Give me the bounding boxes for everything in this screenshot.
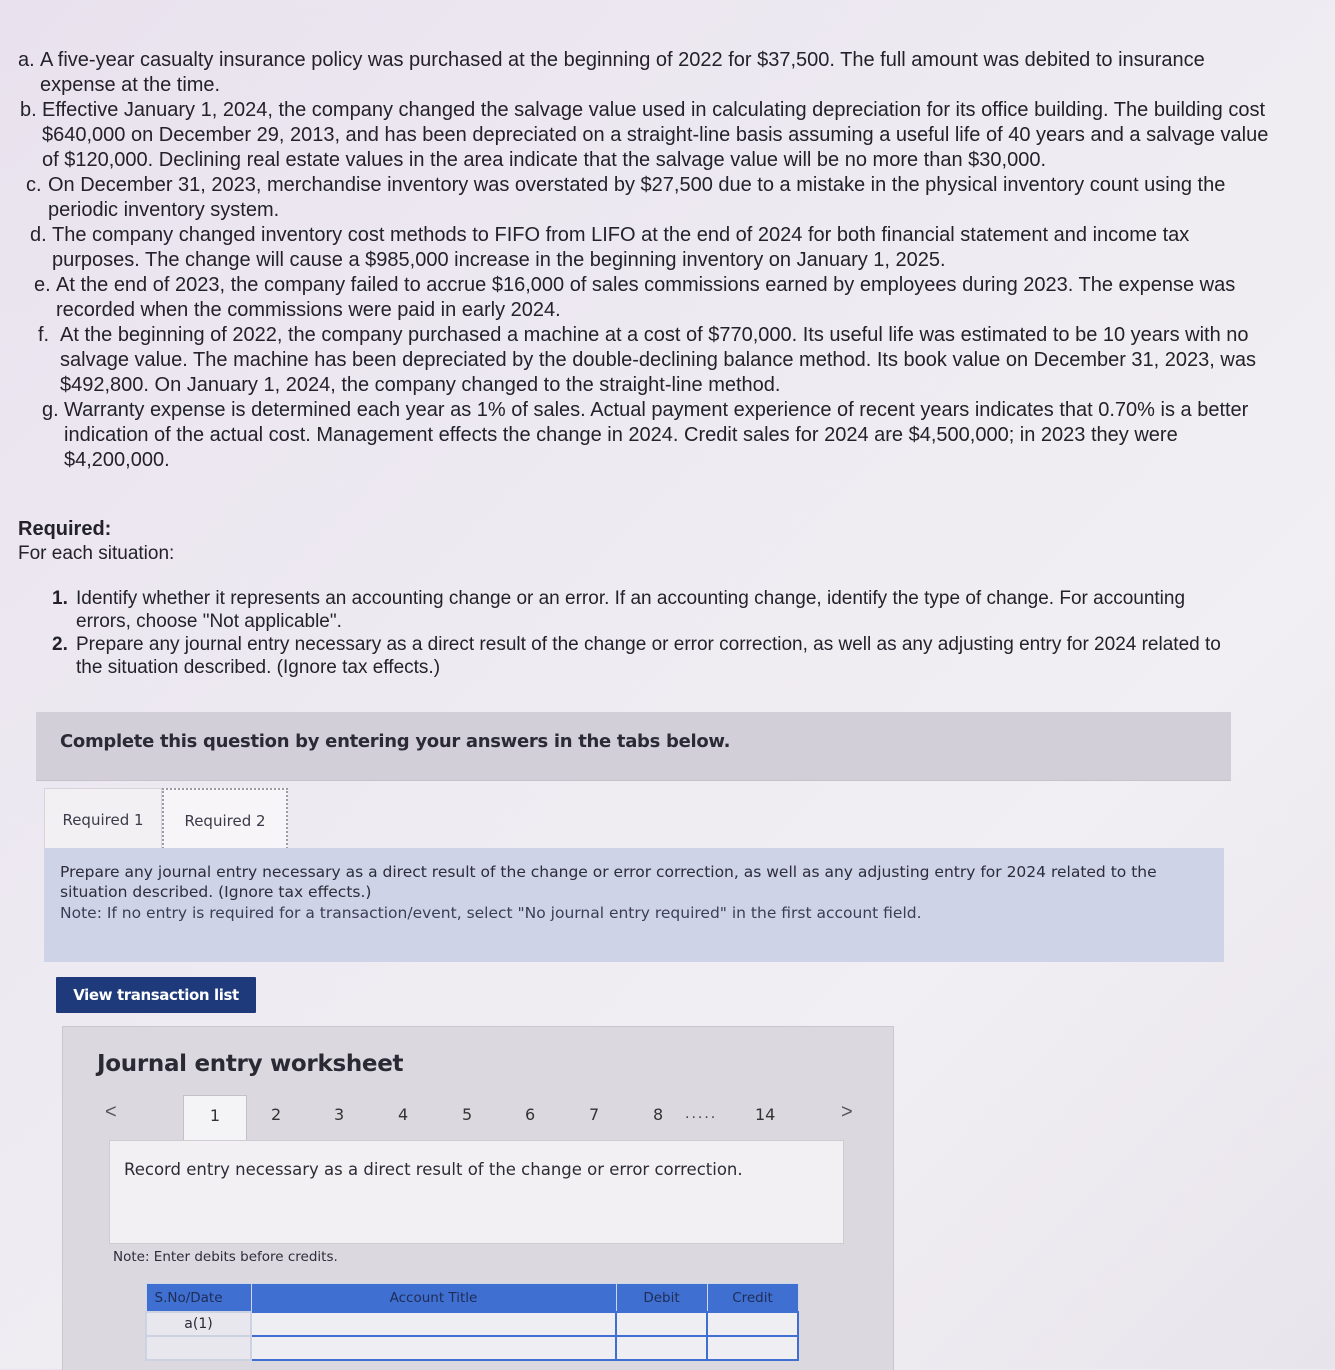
- column-header-sno: S.No/Date: [146, 1284, 251, 1313]
- situation-e: [34, 273, 1278, 323]
- instructions-text: Prepare any journal entry necessary as a direct result of the change or error correction, as well as any adjusting entry for 2024 related to the situation described. (Ignore tax effects.): [60, 863, 1157, 901]
- situation-text: At the beginning of 2022, the company purchased a machine at a cost of $770,000. Its useful life was estimated to be 10 years with no salvage value. The machine has been depreciated by the double-declining balance method. Its book value on December 31, 2023, was $492,800. On January 1, 2024, the company changed to the straight-line method.: [60, 324, 1256, 396]
- journal-table: [145, 1283, 799, 1361]
- situation-g: [42, 398, 1278, 473]
- column-header-credit: Credit: [707, 1284, 798, 1313]
- page-2-tab[interactable]: 2: [271, 1105, 282, 1124]
- credit-field[interactable]: [707, 1312, 798, 1336]
- situation-text: The company changed inventory cost methods to FIFO from LIFO at the end of 2024 for both financial statement and income tax purposes. The change will cause a $985,000 increase in the beginning inventory on January 1, 2025.: [52, 224, 1190, 271]
- table-row: [146, 1336, 798, 1360]
- required-intro: For each situation:: [18, 543, 175, 564]
- page-8-tab[interactable]: 8: [653, 1105, 664, 1124]
- column-header-debit: Debit: [616, 1284, 707, 1313]
- situation-text: On December 31, 2023, merchandise inventory was overstated by $27,500 due to a mistake in the physical inventory count using the periodic inventory system.: [48, 174, 1226, 221]
- required-heading: Required:: [18, 518, 112, 540]
- page-number: 1: [209, 1106, 221, 1125]
- debits-note: Note: Enter debits before credits.: [113, 1249, 338, 1265]
- account-title-field[interactable]: [251, 1336, 616, 1360]
- situation-a: [18, 48, 1278, 98]
- required-item-text: Prepare any journal entry necessary as a direct result of the change or error correction, as well as any adjusting entry for 2024 related to the situation described. (Ignore tax effects.): [76, 634, 1221, 678]
- credit-field[interactable]: [707, 1336, 798, 1360]
- record-instruction-box: [109, 1140, 844, 1244]
- sno-cell: [146, 1336, 251, 1360]
- tab-label: Required 2: [184, 812, 266, 830]
- page-4-tab[interactable]: 4: [398, 1105, 409, 1124]
- worksheet-pager: [101, 1095, 861, 1141]
- required-list: [52, 587, 1242, 679]
- situation-label: g.: [42, 399, 59, 421]
- page-1-tab[interactable]: [183, 1095, 247, 1142]
- journal-table-header: [146, 1284, 798, 1313]
- required-item-number: 2.: [52, 634, 68, 655]
- complete-question-bar: [36, 712, 1231, 780]
- debit-field[interactable]: [616, 1336, 707, 1360]
- required-item-1: [52, 587, 1242, 633]
- situation-f: [38, 323, 1278, 398]
- page-ellipsis: .....: [685, 1105, 718, 1122]
- chevron-left-icon[interactable]: <: [105, 1101, 117, 1123]
- required-item-2: [52, 633, 1242, 679]
- page-7-tab[interactable]: 7: [589, 1105, 600, 1124]
- situation-b: [20, 98, 1278, 173]
- situation-text: At the end of 2023, the company failed to accrue $16,000 of sales commissions earned by employees during 2023. The expense was recorded when the commissions were paid in early 2024.: [56, 274, 1236, 321]
- page-5-tab[interactable]: 5: [462, 1105, 473, 1124]
- situation-label: a.: [18, 49, 35, 71]
- situation-label: e.: [34, 274, 51, 296]
- tab-required-2[interactable]: [162, 788, 288, 852]
- situation-text: Warranty expense is determined each year as 1% of sales. Actual payment experience of recent years indicates that 0.70% is a better indication of the actual cost. Management effects the change in 2024. Credit sales for 2024 are $4,500,000; in 2023 they were $4,200,000.: [64, 399, 1249, 471]
- situation-label: f.: [38, 324, 50, 346]
- required-item-number: 1.: [52, 588, 68, 609]
- situation-d: [30, 223, 1278, 273]
- record-instruction-text: Record entry necessary as a direct result of the change or error correction.: [124, 1160, 743, 1179]
- sno-cell: a(1): [146, 1312, 251, 1336]
- tab-label: Required 1: [62, 811, 144, 829]
- complete-question-text: Complete this question by entering your answers in the tabs below.: [60, 731, 731, 752]
- debit-field[interactable]: [616, 1312, 707, 1336]
- instructions-note: Note: If no entry is required for a transaction/event, select "No journal entry required" in the first account field.: [60, 904, 922, 922]
- page-14-tab[interactable]: 14: [755, 1105, 776, 1124]
- situation-text: A five-year casualty insurance policy was purchased at the beginning of 2022 for $37,500. The full amount was debited to insurance expense at the time.: [40, 49, 1205, 96]
- situation-c: [26, 173, 1278, 223]
- worksheet-title: Journal entry worksheet: [97, 1051, 404, 1077]
- required-item-text: Identify whether it represents an accounting change or an error. If an accounting change, identify the type of change. For accounting errors, choose "Not applicable".: [76, 588, 1186, 632]
- page-6-tab[interactable]: 6: [525, 1105, 536, 1124]
- situation-text: Effective January 1, 2024, the company changed the salvage value used in calculating depreciation for its office building. The building cost $640,000 on December 29, 2013, and has been depreciated on a straight-line basis assuming a useful life of 40 years and a salvage value of $120,000. Declining real estate values in the area indicate that the salvage value will be no more than $30,000.: [42, 99, 1269, 171]
- situations-list: [18, 48, 1278, 473]
- tab-required-1[interactable]: [44, 788, 162, 849]
- instructions-panel: [44, 848, 1224, 962]
- situation-label: c.: [26, 174, 42, 196]
- situation-label: d.: [30, 224, 47, 246]
- situation-label: b.: [20, 99, 37, 121]
- page-3-tab[interactable]: 3: [334, 1105, 345, 1124]
- journal-entry-worksheet: [62, 1026, 894, 1370]
- account-title-field[interactable]: [251, 1312, 616, 1336]
- column-header-account: Account Title: [251, 1284, 616, 1313]
- table-row: [146, 1312, 798, 1336]
- view-transaction-list-button[interactable]: View transaction list: [56, 977, 256, 1013]
- chevron-right-icon[interactable]: >: [841, 1101, 853, 1123]
